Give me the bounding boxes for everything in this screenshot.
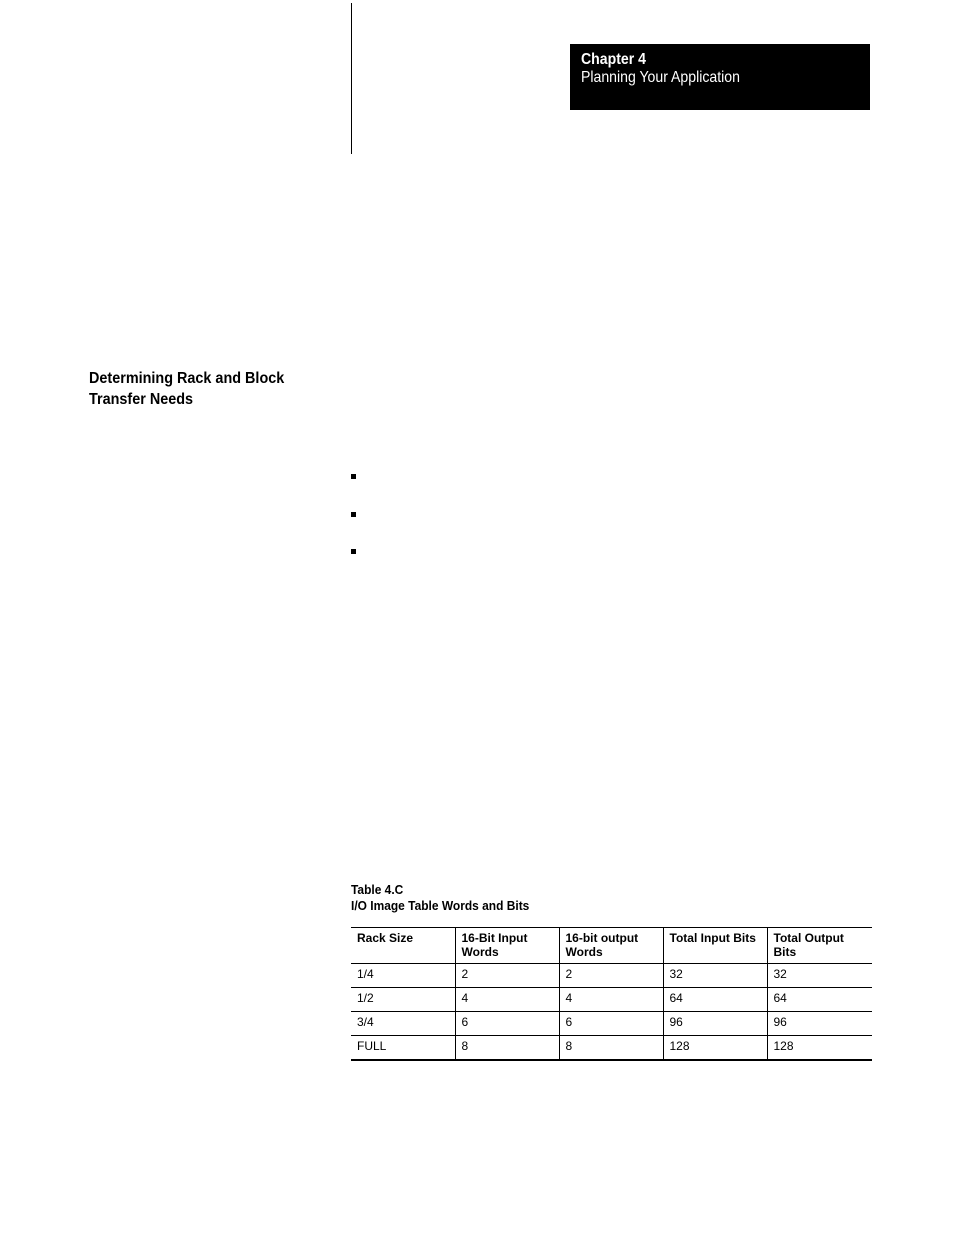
table-header-row xyxy=(351,928,872,964)
column-header-output-words: 16-bit output Words xyxy=(559,928,663,964)
section-heading xyxy=(89,368,305,410)
table-cell: 4 xyxy=(455,988,559,1012)
table-cell: 8 xyxy=(559,1036,663,1061)
column-header-input-bits: Total Input Bits xyxy=(663,928,767,964)
chapter-title: Planning Your Application xyxy=(581,69,740,86)
bullet-marker-2 xyxy=(351,512,356,517)
table-cell: 8 xyxy=(455,1036,559,1061)
chapter-header xyxy=(570,44,870,110)
bullet-marker-1 xyxy=(351,474,356,479)
table-cell: 1/2 xyxy=(351,988,455,1012)
table-cell: 32 xyxy=(767,964,872,988)
column-header-rack-size: Rack Size xyxy=(351,928,455,964)
table-caption xyxy=(351,882,529,914)
section-heading-line-2: Transfer Needs xyxy=(89,391,194,408)
table-row xyxy=(351,964,872,988)
table-cell: 1/4 xyxy=(351,964,455,988)
table-cell: 96 xyxy=(767,1012,872,1036)
table-cell: 2 xyxy=(559,964,663,988)
table-row xyxy=(351,1036,872,1061)
table-cell: 6 xyxy=(559,1012,663,1036)
bullet-marker-3 xyxy=(351,549,356,554)
table-cell: 96 xyxy=(663,1012,767,1036)
table-cell: FULL xyxy=(351,1036,455,1061)
io-image-table xyxy=(351,927,872,1061)
table-cell: 32 xyxy=(663,964,767,988)
table-cell: 6 xyxy=(455,1012,559,1036)
table-title: I/O Image Table Words and Bits xyxy=(351,898,530,913)
margin-rule xyxy=(351,3,352,154)
table-row xyxy=(351,1012,872,1036)
table-cell: 128 xyxy=(767,1036,872,1061)
table-cell: 2 xyxy=(455,964,559,988)
section-heading-line-1: Determining Rack and Block xyxy=(89,370,285,387)
table-cell: 3/4 xyxy=(351,1012,455,1036)
table-cell: 4 xyxy=(559,988,663,1012)
column-header-output-bits: Total Output Bits xyxy=(767,928,872,964)
column-header-input-words: 16-Bit Input Words xyxy=(455,928,559,964)
table-cell: 64 xyxy=(663,988,767,1012)
chapter-number: Chapter 4 xyxy=(581,51,646,68)
table-number: Table 4.C xyxy=(351,882,404,897)
table-cell: 128 xyxy=(663,1036,767,1061)
table-row xyxy=(351,988,872,1012)
table-cell: 64 xyxy=(767,988,872,1012)
